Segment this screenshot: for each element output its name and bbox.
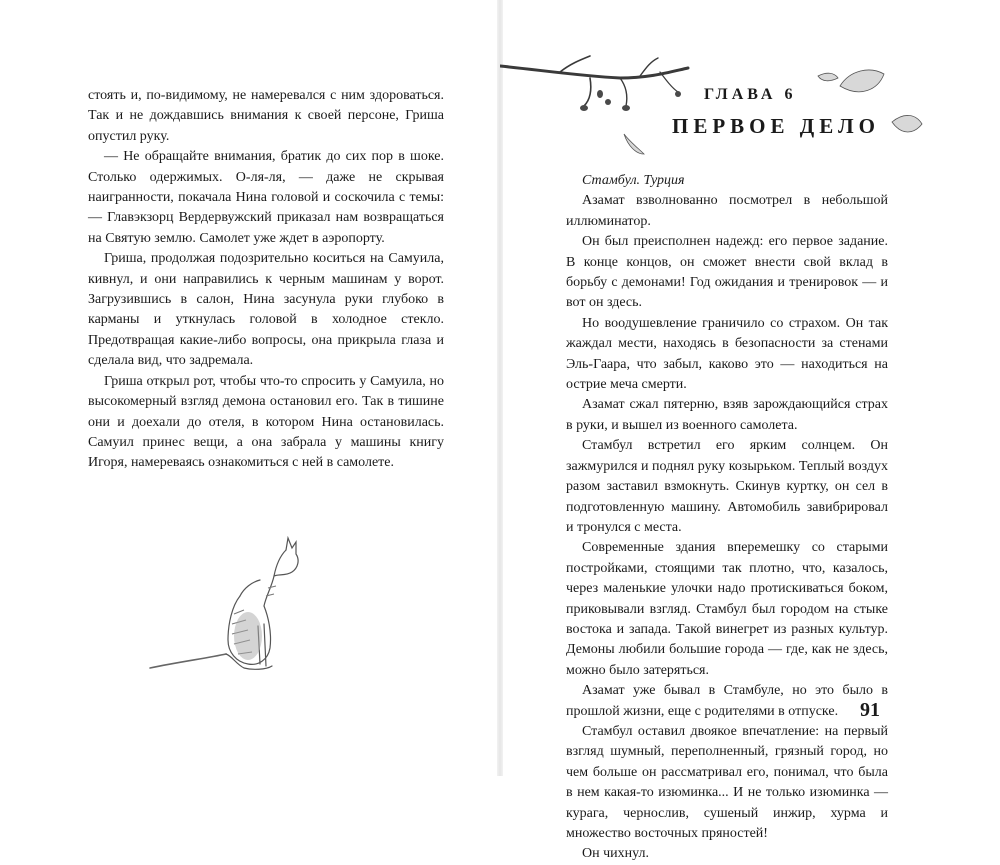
branch-with-leaves-illustration: [500, 50, 950, 170]
left-page-text: [88, 86, 444, 474]
paragraph: Гриша открыл рот, чтобы что-то спросить у Самуила, но высокомерный взгляд демона остановил его. Так в тишине они и доехали до отеля, в котором Нина остановилась. Самуил принес вещи, а она забрала у машины книгу Игоря, намереваясь ознакомиться с ней в самолете.: [88, 373, 444, 471]
paragraph: Современные здания вперемешку со старыми постройками, стоящими так плотно, что, казалось, через маленькие улочки надо протискиваться боком, приковывали взгляд. Стамбул был городом на стыке востока и запада. Такой винегрет из разных культур. Демоны любили большие города — где, как не здесь, можно было затеряться.: [566, 540, 888, 678]
page-number: 91: [860, 699, 880, 721]
paragraph: Азамат взволнованно посмотрел в небольшой иллюминатор.: [566, 193, 888, 229]
paragraph: стоять и, по-видимому, не намеревался с ним здороваться. Так и не дождавшись внимания к своей персоне, Гриша опустил руку.: [88, 88, 444, 144]
paragraph: Азамат уже бывал в Стамбуле, но это было в прошлой жизни, еще с родителями в отпуске.: [566, 683, 888, 719]
right-page-text: [566, 171, 888, 865]
paragraph: Он чихнул.: [582, 846, 649, 862]
chapter-title: ПЕРВОЕ ДЕЛО: [672, 114, 880, 138]
chapter-label: ГЛАВА 6: [704, 86, 797, 103]
paragraph: Гриша, продолжая подозрительно коситься на Самуила, кивнул, и они направились к черным машинам у ворот. Загрузившись в салон, Нина засунула руки глубоко в карманы и уткнулась головой в холодное стекло. Предотвращая какие-либо вопросы, она прикрыла глаза и сделала вид, что задремала.: [88, 251, 444, 369]
paragraph: Азамат сжал пятерню, взяв зарождающийся страх в руки, и вышел из военного самолета.: [566, 397, 888, 433]
paragraph: — Не обращайте внимания, братик до сих пор в шоке. Столько одержимых. О-ля-ля, — даже не скрывая наигранности, покачала Нина головой и соскочила с темы: — Главэкзорц Вердервужский приказал нам возвращаться на Святую землю. Самолет уже ждет в аэропорту.: [88, 149, 444, 246]
paragraph: Но воодушевление граничило со страхом. Он так жаждал мести, находясь в безопасности за стенами Эль-Гаара, что забыл, каково это — находиться на острие меча смерти.: [566, 315, 888, 393]
paragraph: Стамбул встретил его ярким солнцем. Он зажмурился и поднял руку козырьком. Теплый воздух разом заставил взмокнуть. Скинув куртку, он сел в подготовленную машину. Автомобиль завибрировал и тронулся с места.: [566, 438, 888, 535]
cat-illustration: [148, 536, 308, 686]
paragraph: Он был преисполнен надежд: его первое задание. В конце концов, он сможет внести свой вклад в борьбу с демонами! Год ожидания и тренировок — и вот он здесь.: [566, 234, 888, 311]
place-heading: Стамбул. Турция: [582, 173, 685, 188]
paragraph: Стамбул оставил двоякое впечатление: на первый взгляд шумный, переполненный, грязный город, но чем больше он рассматривал его, понимал, что была в нем какая-то изюминка... И не только изюминка — курага, чернослив, сушеный инжир, хурма и множество восточных пряностей!: [566, 723, 888, 841]
